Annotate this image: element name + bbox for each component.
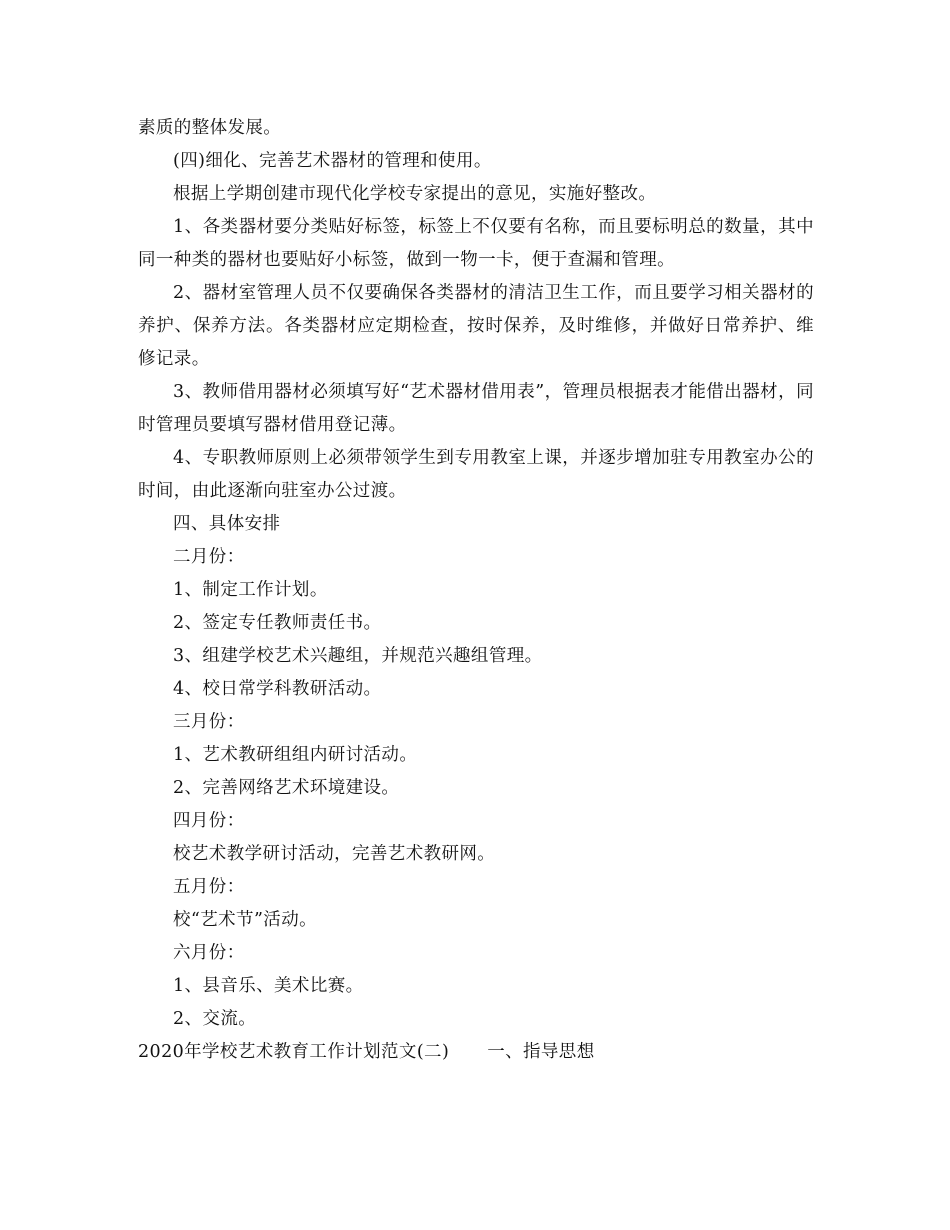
next-section-title: 2020年学校艺术教育工作计划范文(二) xyxy=(138,1042,450,1062)
paragraph-item-labels: 1、各类器材要分类贴好标签，标签上不仅要有名称，而且要标明总的数量，其中同一种类的器材也要贴好小标签，做到一物一卡，便于查漏和管理。 xyxy=(138,217,814,270)
list-item: 2、签定专任教师责任书。 xyxy=(173,613,382,633)
month-heading-march: 三月份： xyxy=(173,712,245,732)
list-item: 1、艺术教研组组内研讨活动。 xyxy=(173,745,418,765)
paragraph-rectification: 根据上学期创建市现代化学校专家提出的意见，实施好整改。 xyxy=(173,184,657,204)
paragraph-continuation: 素质的整体发展。 xyxy=(138,118,282,138)
month-heading-june: 六月份： xyxy=(173,943,245,963)
list-item: 2、交流。 xyxy=(173,1009,257,1029)
list-item: 1、县音乐、美术比赛。 xyxy=(173,976,364,996)
month-heading-april: 四月份： xyxy=(173,811,245,831)
next-section-heading: 一、指导思想 xyxy=(487,1042,595,1062)
month-heading-may: 五月份： xyxy=(173,877,245,897)
section-heading-schedule: 四、具体安排 xyxy=(173,514,281,534)
document-body xyxy=(138,112,814,1069)
paragraph-item-classroom: 4、专职教师原则上必须带领学生到专用教室上课，并逐步增加驻专用教室办公的时间，由此逐渐向驻室办公过渡。 xyxy=(138,448,814,501)
list-item: 2、完善网络艺术环境建设。 xyxy=(173,778,400,798)
next-section-line xyxy=(138,1036,814,1069)
month-heading-february: 二月份： xyxy=(173,547,245,567)
list-item: 校艺术教学研讨活动，完善艺术教研网。 xyxy=(173,844,496,864)
list-item: 3、组建学校艺术兴趣组，并规范兴趣组管理。 xyxy=(173,646,543,666)
paragraph-item-borrowing: 3、教师借用器材必须填写好“艺术器材借用表”，管理员根据表才能借出器材，同时管理员要填写器材借用登记薄。 xyxy=(138,382,814,435)
spacer xyxy=(449,1036,487,1069)
subsection-heading-equipment: (四)细化、完善艺术器材的管理和使用。 xyxy=(173,151,492,171)
list-item: 1、制定工作计划。 xyxy=(173,580,328,600)
list-item: 校“艺术节”活动。 xyxy=(173,910,317,930)
paragraph-item-maintenance: 2、器材室管理人员不仅要确保各类器材的清洁卫生工作，而且要学习相关器材的养护、保养方法。各类器材应定期检查，按时保养，及时维修，并做好日常养护、维修记录。 xyxy=(138,283,814,369)
list-item: 4、校日常学科教研活动。 xyxy=(173,679,382,699)
